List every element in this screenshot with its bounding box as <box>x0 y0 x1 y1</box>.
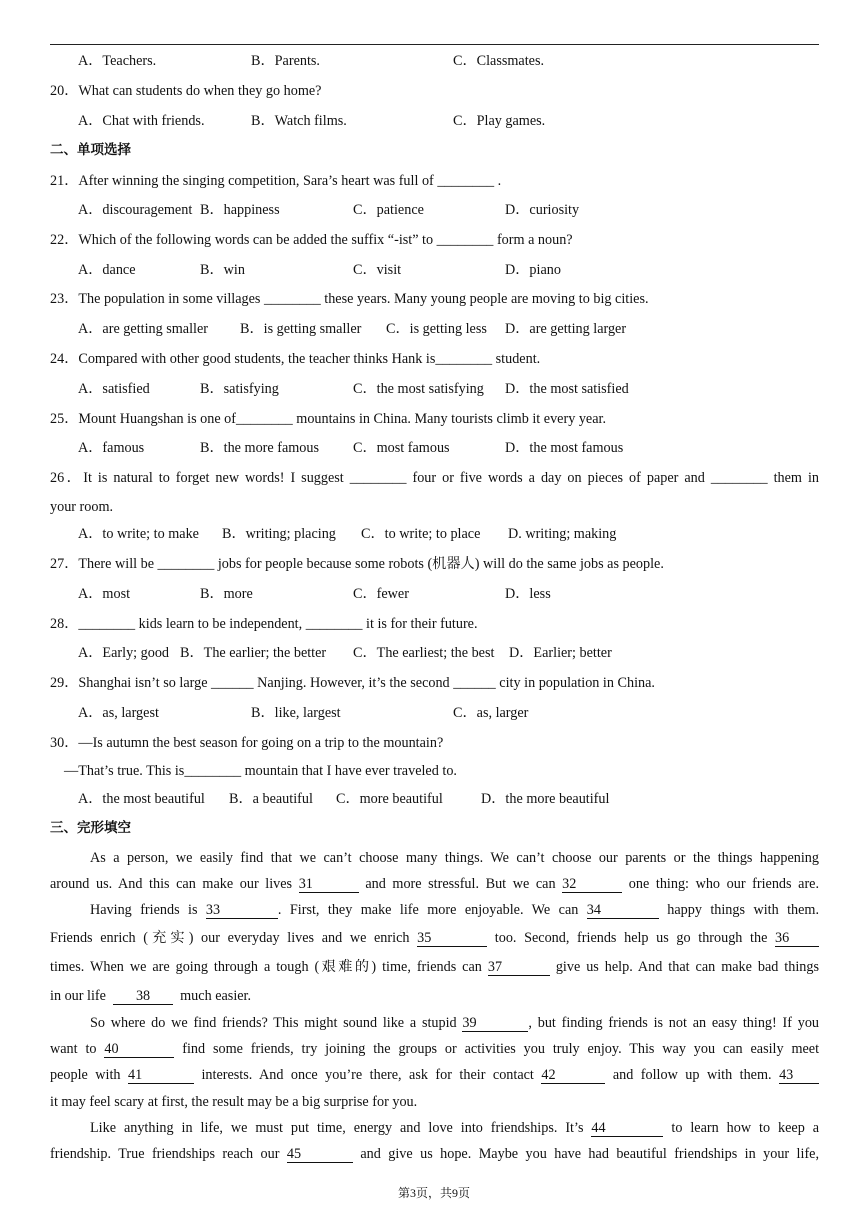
option-a: A．discouragement <box>78 202 193 218</box>
option-d: D．the most famous <box>505 440 624 456</box>
section-heading-cloze: 三、完形填空 <box>50 820 131 836</box>
option-d: D．curiosity <box>505 202 580 218</box>
option-c: C．Play games. <box>453 113 546 129</box>
cloze-blank[interactable]: 34 <box>587 903 659 919</box>
option-b: B．a beautiful <box>229 791 313 807</box>
option-b: B．more <box>200 586 253 602</box>
cloze-blank[interactable]: 38 <box>113 989 173 1005</box>
option-b: B．Parents. <box>251 53 320 69</box>
option-b: B．writing; placing <box>222 526 336 542</box>
option-a: A．to write; to make <box>78 526 199 542</box>
question-25: 25．Mount Huangshan is one of________ mountains in China. Many tourists climb it every year. <box>50 411 607 427</box>
question-28: 28．________ kids learn to be independent, ________ it is for their future. <box>50 616 478 632</box>
cloze-blank[interactable]: 33 <box>206 903 278 919</box>
section-heading-single-choice: 二、单项选择 <box>50 142 131 158</box>
cloze-blank[interactable]: 44 <box>591 1121 663 1137</box>
option-b: B．The earlier; the better <box>180 645 327 661</box>
option-c: C．as, larger <box>453 705 529 721</box>
question-20: 20．What can students do when they go home? <box>50 83 322 99</box>
option-a: A．famous <box>78 440 145 456</box>
option-d: D. writing; making <box>508 526 617 542</box>
passage-line: people with 41 interests. And once you’re there, ask for their contact 42 and follow up with them. 43 <box>50 1066 819 1084</box>
passage-line: around us. And this can make our lives 31 and more stressful. But we can 32 one thing: who our friends are. <box>50 876 820 892</box>
question-30-continued: —That’s true. This is________ mountain that I have ever traveled to. <box>64 763 457 779</box>
question-24: 24．Compared with other good students, the teacher thinks Hank is________ student. <box>50 351 541 367</box>
option-c: C．visit <box>353 262 402 278</box>
cloze-blank[interactable]: 43 <box>779 1068 819 1084</box>
option-d: D．piano <box>505 262 561 278</box>
cloze-blank[interactable]: 37 <box>488 960 550 976</box>
question-21: 21．After winning the singing competition, Sara’s heart was full of ________ . <box>50 173 502 189</box>
option-c: C．the most satisfying <box>353 381 484 397</box>
cloze-blank[interactable]: 42 <box>541 1068 605 1084</box>
passage-line: times. When we are going through a tough (艰难的) time, friends can 37 give us help. And that can make bad things <box>50 959 819 975</box>
option-c: C．The earliest; the best <box>353 645 495 661</box>
question-26-continued: your room. <box>50 499 114 515</box>
question-23: 23．The population in some villages ________ these years. Many young people are moving to big cities. <box>50 291 649 307</box>
option-d: D．the more beautiful <box>481 791 610 807</box>
option-a: A．are getting smaller <box>78 321 209 337</box>
cloze-blank[interactable]: 39 <box>462 1016 528 1032</box>
option-c: C．is getting less <box>386 321 487 337</box>
option-d: D．less <box>505 586 551 602</box>
option-c: C．Classmates. <box>453 53 545 69</box>
question-22: 22．Which of the following words can be added the suffix “-ist” to ________ form a noun? <box>50 232 573 248</box>
passage-line: Like anything in life, we must put time, energy and love into friendships. It’s 44 to learn how to keep a <box>90 1120 820 1136</box>
passage-line: As a person, we easily find that we can’t choose many things. We can’t choose our parents or the things happening <box>90 850 819 866</box>
option-d: D．the most satisfied <box>505 381 629 397</box>
option-c: C．most famous <box>353 440 450 456</box>
option-a: A．as, largest <box>78 705 159 721</box>
option-b: B．win <box>200 262 245 278</box>
option-c: C．to write; to place <box>361 526 481 542</box>
question-26: 26．It is natural to forget new words! I suggest ________ four or five words a day on pieces of paper and ________ them in <box>50 470 819 486</box>
option-c: C．fewer <box>353 586 409 602</box>
question-30: 30．—Is autumn the best season for going on a trip to the mountain? <box>50 735 444 751</box>
option-c: C．more beautiful <box>336 791 443 807</box>
cloze-blank[interactable]: 35 <box>417 931 487 947</box>
passage-line: Having friends is 33 . First, they make life more enjoyable. We can 34 happy things with them. <box>90 902 820 918</box>
cloze-blank[interactable]: 40 <box>104 1042 174 1058</box>
cloze-blank[interactable]: 36 <box>775 931 819 947</box>
option-b: B．happiness <box>200 202 280 218</box>
option-c: C．patience <box>353 202 424 218</box>
question-27: 27．There will be ________ jobs for people because some robots (机器人) will do the same jobs as people. <box>50 556 664 572</box>
option-a: A．the most beautiful <box>78 791 205 807</box>
option-b: B．is getting smaller <box>240 321 362 337</box>
option-a: A．dance <box>78 262 136 278</box>
option-a: A．most <box>78 586 131 602</box>
option-b: B．satisfying <box>200 381 279 397</box>
passage-line: it may feel scary at first, the result may be a big surprise for you. <box>50 1094 418 1110</box>
page-number: 第3页，共9页 <box>397 1186 470 1200</box>
option-b: B．Watch films. <box>251 113 347 129</box>
option-d: D．are getting larger <box>505 321 627 337</box>
question-29: 29．Shanghai isn’t so large ______ Nanjing. However, it’s the second ______ city in population in China. <box>50 675 655 691</box>
cloze-blank[interactable]: 41 <box>128 1068 194 1084</box>
option-a: A．satisfied <box>78 381 150 397</box>
option-a: A．Chat with friends. <box>78 113 205 129</box>
option-a: A．Early; good <box>78 645 170 661</box>
cloze-blank[interactable]: 31 <box>299 877 359 893</box>
passage-line: So where do we find friends? This might sound like a stupid 39 , but finding friends is not an easy thing! If you <box>90 1015 820 1031</box>
passage-line: Friends enrich (充实) our everyday lives and we enrich 35 too. Second, friends help us go through the 36 <box>50 929 819 947</box>
passage-line: friendship. True friendships reach our 45 and give us hope. Maybe you have had beautiful friendships in your life, <box>50 1146 820 1162</box>
option-d: D．Earlier; better <box>509 645 612 661</box>
header-rule <box>50 44 819 45</box>
option-b: B．like, largest <box>251 705 341 721</box>
cloze-blank[interactable]: 32 <box>562 877 622 893</box>
passage-line: in our life 38 much easier. <box>50 988 252 1004</box>
passage-line: want to 40 find some friends, try joining the groups or activities you truly enjoy. This way you can easily meet <box>50 1041 820 1057</box>
cloze-blank[interactable]: 45 <box>287 1147 353 1163</box>
option-b: B．the more famous <box>200 440 319 456</box>
option-a: A．Teachers. <box>78 53 157 69</box>
